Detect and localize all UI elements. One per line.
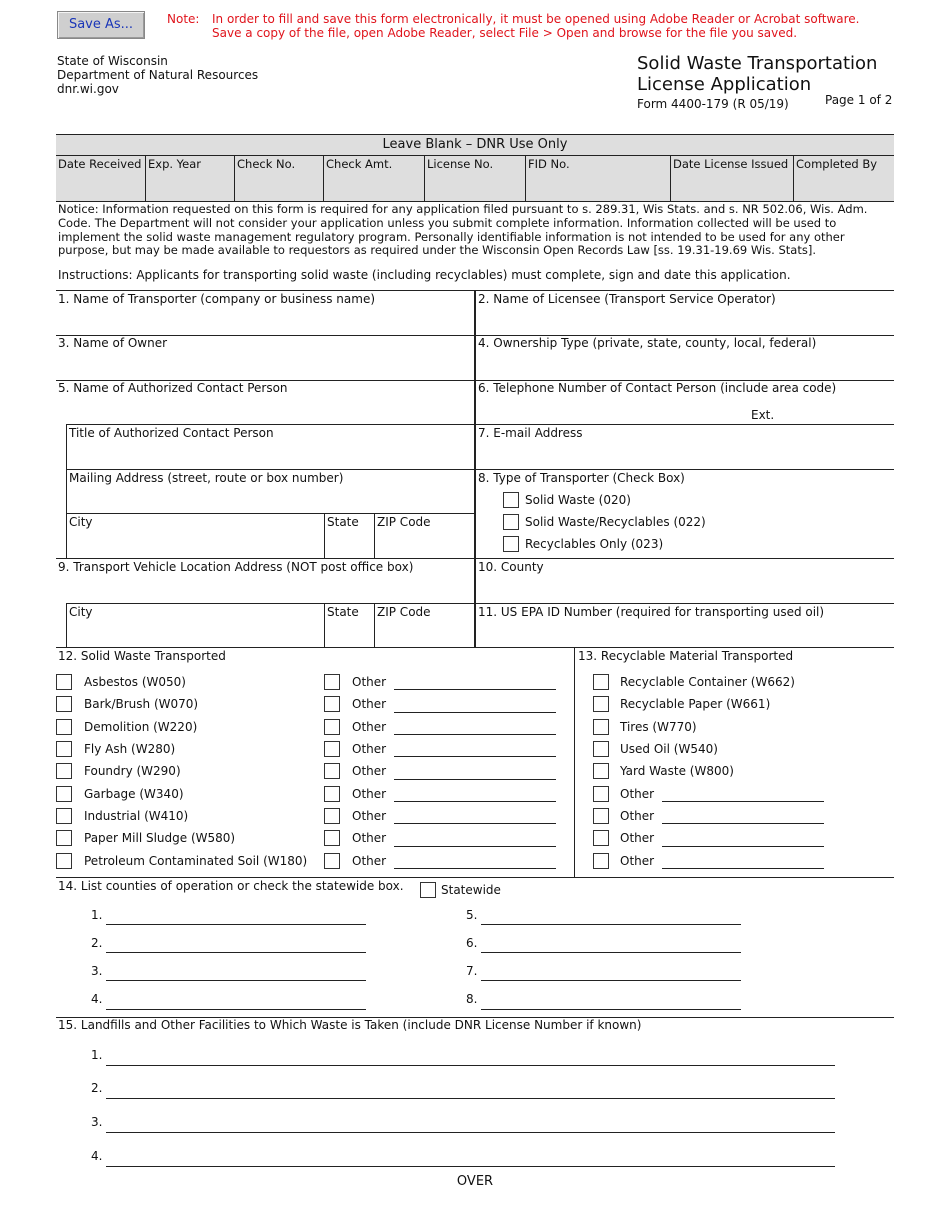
county-4-input[interactable] [106, 1009, 366, 1010]
city-label: City [69, 515, 93, 529]
notice-text: Notice: Information requested on this form is required for any application filed pursuant to s. 289.31, Wis Stats. and s. NR 502.06, Wis. Adm. Code. The Department will not consider your application unless you submit complete information. Information collected will be used to implement the solid waste management regulatory program. Personally identifiable information is not intended to be used for any other purpose, but may be made available to requestors as required under the Wisconsin Open Records Law [ss. 19.31-19.69 Wis. Stats]. [58, 202, 868, 258]
waste-type-label: Bark/Brush (W070) [84, 697, 199, 711]
ownership-type-input[interactable] [478, 352, 892, 379]
statewide-label: Statewide [441, 883, 501, 897]
field-6-label: 6. Telephone Number of Contact Person (include area code) [478, 381, 837, 395]
transporter-type-label: Recyclables Only (023) [525, 537, 664, 551]
county-num: 1. [91, 908, 103, 922]
other-label: Other [352, 809, 387, 823]
dnr-license-no: License No. [427, 157, 494, 171]
county-2-input[interactable] [106, 952, 366, 953]
owner-name-input[interactable] [58, 352, 472, 379]
dnr-date-received: Date Received [58, 157, 142, 171]
recyclable-type-label: Tires (W770) [620, 720, 697, 734]
other-waste-2-input[interactable] [394, 712, 556, 713]
checkbox-other-waste-7[interactable] [324, 808, 340, 824]
recyclable-type-label: Used Oil (W540) [620, 742, 718, 756]
licensee-name-input[interactable] [478, 308, 892, 334]
other-waste-7-input[interactable] [394, 823, 556, 824]
checkbox-other-recyclable-3[interactable] [593, 830, 609, 846]
facility-3-input[interactable] [106, 1132, 835, 1133]
other-recyclable-2-input[interactable] [662, 823, 824, 824]
waste-type-label: Garbage (W340) [84, 787, 184, 801]
field-9-label: 9. Transport Vehicle Location Address (NOT post office box) [58, 560, 414, 574]
county-7-input[interactable] [481, 980, 741, 981]
field-5-label: 5. Name of Authorized Contact Person [58, 381, 288, 395]
city-label: City [69, 605, 93, 619]
checkbox-bark-brush[interactable] [56, 696, 72, 712]
checkbox-garbage[interactable] [56, 786, 72, 802]
waste-type-label: Industrial (W410) [84, 809, 189, 823]
county-num: 2. [91, 936, 103, 950]
other-waste-3-input[interactable] [394, 734, 556, 735]
facility-1-input[interactable] [106, 1065, 835, 1066]
over-label: OVER [456, 1174, 494, 1189]
vehicle-state-input[interactable] [327, 620, 372, 646]
ext-label: Ext. [751, 408, 775, 422]
field-3-label: 3. Name of Owner [58, 336, 168, 350]
checkbox-other-waste-9[interactable] [324, 853, 340, 869]
section-13-title: 13. Recyclable Material Transported [578, 649, 794, 663]
transporter-type-label: Solid Waste/Recyclables (022) [525, 515, 706, 529]
county-8-input[interactable] [481, 1009, 741, 1010]
checkbox-other-waste-1[interactable] [324, 674, 340, 690]
field-1-label: 1. Name of Transporter (company or business name) [58, 292, 376, 306]
agency-dept: Department of Natural Resources [57, 68, 259, 82]
checkbox-other-waste-4[interactable] [324, 741, 340, 757]
section-12-title: 12. Solid Waste Transported [58, 649, 226, 663]
dnr-check-no: Check No. [237, 157, 296, 171]
save-as-button[interactable]: Save As... [57, 11, 145, 39]
transporter-type-label: Solid Waste (020) [525, 493, 631, 507]
vehicle-zip-input[interactable] [377, 620, 472, 646]
checkbox-other-waste-3[interactable] [324, 719, 340, 735]
checkbox-asbestos[interactable] [56, 674, 72, 690]
county-input[interactable] [478, 576, 892, 602]
note-line-1: In order to fill and save this form electronically, it must be opened using Adobe Reader or Acrobat software. [212, 12, 860, 26]
mailing-address-label: Mailing Address (street, route or box number) [69, 471, 344, 485]
other-recyclable-4-input[interactable] [662, 868, 824, 869]
recyclable-type-label: Recyclable Container (W662) [620, 675, 795, 689]
dnr-exp-year: Exp. Year [148, 157, 202, 171]
other-recyclable-1-input[interactable] [662, 801, 824, 802]
field-4-label: 4. Ownership Type (private, state, county, local, federal) [478, 336, 817, 350]
waste-type-label: Asbestos (W050) [84, 675, 186, 689]
field-11-label: 11. US EPA ID Number (required for transporting used oil) [478, 605, 825, 619]
recyclable-type-label: Yard Waste (W800) [620, 764, 734, 778]
section-14-title: 14. List counties of operation or check the statewide box. [58, 879, 404, 893]
checkbox-tires[interactable] [593, 719, 609, 735]
page-number: Page 1 of 2 [825, 93, 893, 107]
dnr-date-issued: Date License Issued [673, 157, 789, 171]
county-3-input[interactable] [106, 980, 366, 981]
checkbox-fly-ash[interactable] [56, 741, 72, 757]
checkbox-recyclables-only[interactable] [503, 536, 519, 552]
checkbox-used-oil[interactable] [593, 741, 609, 757]
section-15-title: 15. Landfills and Other Facilities to Which Waste is Taken (include DNR License Number if known) [58, 1018, 642, 1032]
other-waste-9-input[interactable] [394, 868, 556, 869]
facility-num: 3. [91, 1115, 103, 1129]
checkbox-demolition[interactable] [56, 719, 72, 735]
checkbox-solid-waste[interactable] [503, 492, 519, 508]
other-waste-1-input[interactable] [394, 689, 556, 690]
mailing-city-input[interactable] [69, 530, 321, 557]
other-waste-6-input[interactable] [394, 801, 556, 802]
waste-type-label: Demolition (W220) [84, 720, 198, 734]
checkbox-statewide[interactable] [420, 882, 436, 898]
checkbox-yard-waste[interactable] [593, 763, 609, 779]
checkbox-paper-mill-sludge[interactable] [56, 830, 72, 846]
contact-person-input[interactable] [58, 397, 472, 423]
epa-id-input[interactable] [478, 620, 892, 646]
note-line-2: Save a copy of the file, open Adobe Reader, select File > Open and browse for the file you saved. [212, 26, 798, 40]
county-num: 3. [91, 964, 103, 978]
facility-num: 4. [91, 1149, 103, 1163]
other-label: Other [352, 742, 387, 756]
dnr-use-header: Leave Blank – DNR Use Only [382, 137, 568, 152]
zip-label: ZIP Code [377, 605, 431, 619]
waste-type-label: Paper Mill Sludge (W580) [84, 831, 236, 845]
vehicle-address-input[interactable] [58, 576, 472, 602]
checkbox-petroleum-soil[interactable] [56, 853, 72, 869]
checkbox-other-waste-6[interactable] [324, 786, 340, 802]
checkbox-recyclable-paper[interactable] [593, 696, 609, 712]
form-title-line-2: License Application [637, 74, 812, 95]
recyclable-type-label: Recyclable Paper (W661) [620, 697, 771, 711]
other-recyclable-3-input[interactable] [662, 846, 824, 847]
field-7-label: 7. E-mail Address [478, 426, 583, 440]
other-label: Other [352, 675, 387, 689]
instructions-text: Instructions: Applicants for transporting solid waste (including recyclables) must complete, sign and date this application. [58, 268, 791, 282]
other-label: Other [620, 854, 655, 868]
checkbox-other-recyclable-2[interactable] [593, 808, 609, 824]
checkbox-other-recyclable-4[interactable] [593, 853, 609, 869]
county-6-input[interactable] [481, 952, 741, 953]
facility-num: 2. [91, 1081, 103, 1095]
facility-2-input[interactable] [106, 1098, 835, 1099]
facility-num: 1. [91, 1048, 103, 1062]
other-label: Other [352, 764, 387, 778]
other-label: Other [620, 787, 655, 801]
email-input[interactable] [478, 442, 892, 468]
field-10-label: 10. County [478, 560, 544, 574]
note-label: Note: [167, 12, 200, 26]
county-num: 4. [91, 992, 103, 1006]
dnr-completed-by: Completed By [796, 157, 878, 171]
county-1-input[interactable] [106, 924, 366, 925]
dnr-check-amt: Check Amt. [326, 157, 393, 171]
mailing-zip-input[interactable] [377, 530, 472, 557]
agency-state: State of Wisconsin [57, 54, 168, 68]
county-num: 8. [466, 992, 478, 1006]
county-5-input[interactable] [481, 924, 741, 925]
other-label: Other [620, 809, 655, 823]
checkbox-other-recyclable-1[interactable] [593, 786, 609, 802]
county-num: 7. [466, 964, 478, 978]
waste-type-label: Fly Ash (W280) [84, 742, 176, 756]
field-8-label: 8. Type of Transporter (Check Box) [478, 471, 685, 485]
form-title-line-1: Solid Waste Transportation [637, 53, 878, 74]
waste-type-label: Petroleum Contaminated Soil (W180) [84, 854, 308, 868]
dnr-fid-no: FID No. [528, 157, 570, 171]
other-waste-8-input[interactable] [394, 846, 556, 847]
state-label: State [327, 605, 359, 619]
checkbox-foundry[interactable] [56, 763, 72, 779]
waste-type-label: Foundry (W290) [84, 764, 181, 778]
contact-title-input[interactable] [69, 442, 472, 468]
checkbox-other-waste-5[interactable] [324, 763, 340, 779]
other-label: Other [352, 787, 387, 801]
checkbox-solid-waste-recyclables[interactable] [503, 514, 519, 530]
checkbox-industrial[interactable] [56, 808, 72, 824]
other-label: Other [352, 697, 387, 711]
other-label: Other [620, 831, 655, 845]
title-label: Title of Authorized Contact Person [69, 426, 274, 440]
other-label: Other [352, 854, 387, 868]
county-num: 5. [466, 908, 478, 922]
checkbox-other-waste-2[interactable] [324, 696, 340, 712]
other-waste-5-input[interactable] [394, 779, 556, 780]
facility-4-input[interactable] [106, 1166, 835, 1167]
other-label: Other [352, 831, 387, 845]
zip-label: ZIP Code [377, 515, 431, 529]
form-number: Form 4400-179 (R 05/19) [637, 97, 789, 111]
vehicle-city-input[interactable] [69, 620, 321, 646]
checkbox-recyclable-container[interactable] [593, 674, 609, 690]
telephone-input[interactable] [478, 397, 748, 423]
ext-input[interactable] [778, 397, 892, 423]
mailing-state-input[interactable] [327, 530, 372, 557]
other-waste-4-input[interactable] [394, 756, 556, 757]
county-num: 6. [466, 936, 478, 950]
checkbox-other-waste-8[interactable] [324, 830, 340, 846]
transporter-name-input[interactable] [58, 308, 472, 334]
other-label: Other [352, 720, 387, 734]
field-2-label: 2. Name of Licensee (Transport Service Operator) [478, 292, 776, 306]
mailing-address-input[interactable] [69, 487, 472, 512]
agency-site: dnr.wi.gov [57, 82, 119, 96]
state-label: State [327, 515, 359, 529]
